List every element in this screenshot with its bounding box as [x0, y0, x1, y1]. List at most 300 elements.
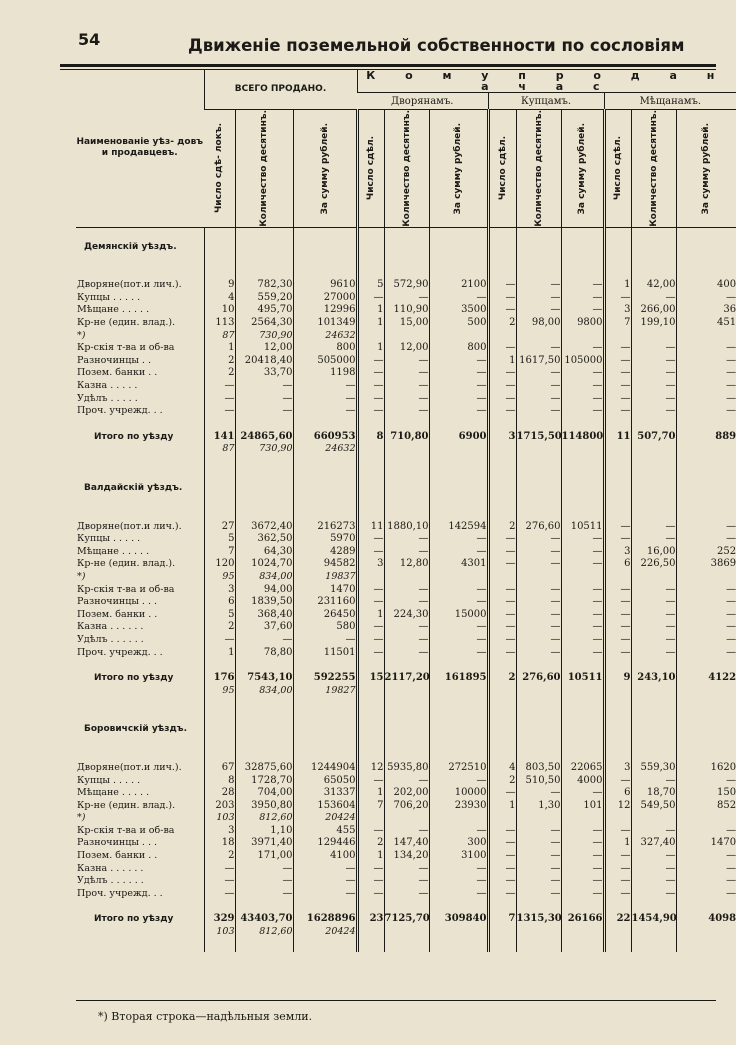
cell: —: [384, 875, 429, 888]
cell: [429, 812, 488, 825]
cell: 1: [604, 279, 631, 292]
cell: —: [204, 405, 235, 418]
cell: —: [516, 342, 561, 355]
cell: —: [429, 355, 488, 368]
cell: [235, 482, 293, 495]
cell: —: [204, 380, 235, 393]
data-row: [76, 393, 736, 406]
cell: —: [429, 825, 488, 838]
cell: —: [488, 405, 516, 418]
cell: [488, 571, 516, 584]
cell: [235, 710, 293, 723]
cell: 400: [676, 279, 736, 292]
cell: [631, 443, 676, 456]
allotment-row: [76, 330, 736, 343]
cell: [561, 418, 604, 431]
cell: 78,80: [235, 647, 293, 660]
cell: —: [676, 405, 736, 418]
data-row: [76, 762, 736, 775]
cell: 1: [204, 342, 235, 355]
cell: —: [384, 367, 429, 380]
cell: [604, 227, 631, 241]
cell: 9800: [561, 317, 604, 330]
cell: [676, 266, 736, 279]
cell: —: [631, 647, 676, 660]
cell: —: [384, 621, 429, 634]
cell: 3: [488, 431, 516, 444]
row-label: Проч. учрежд. . .: [77, 887, 163, 899]
subheader-label: За сумму рублей.: [577, 122, 588, 215]
cell: —: [357, 596, 384, 609]
cell: [488, 227, 516, 241]
cell: —: [676, 875, 736, 888]
cell: [561, 685, 604, 698]
row-label: Удѣлъ . . . . . .: [77, 633, 144, 645]
cell: 1715,50: [516, 430, 562, 442]
cell: 3: [357, 558, 384, 571]
cell: [676, 659, 736, 672]
cell: [204, 659, 235, 672]
cell: —: [357, 825, 384, 838]
subheader-sum-2: [561, 110, 604, 228]
cell: 1: [357, 609, 384, 622]
cell: 1: [357, 304, 384, 317]
cell: —: [561, 888, 604, 901]
cell: 1: [604, 837, 631, 850]
cell: —: [488, 837, 516, 850]
cell: —: [488, 787, 516, 800]
cell: [357, 266, 384, 279]
cell: —: [516, 863, 561, 876]
cell: 65050: [293, 775, 357, 788]
cell: [676, 685, 736, 698]
cell: 4098: [676, 913, 736, 926]
cell: [516, 482, 561, 495]
cell: [676, 939, 736, 952]
cell: [561, 900, 604, 913]
cell: [561, 723, 604, 736]
cell: [204, 418, 235, 431]
cell: —: [429, 292, 488, 305]
cell: [561, 241, 604, 254]
cell: [561, 227, 604, 241]
cell: 2: [204, 355, 235, 368]
cell: —: [516, 292, 561, 305]
cell: [676, 456, 736, 469]
cell: [384, 456, 429, 469]
cell: 142594: [429, 521, 488, 534]
subheader-count-0: [204, 110, 235, 228]
subheader-label: Количество десятинъ.: [259, 110, 269, 227]
cell: 1620: [676, 762, 736, 775]
cell: [235, 939, 293, 952]
cell: [293, 456, 357, 469]
cell: [488, 443, 516, 456]
cell: —: [516, 825, 561, 838]
cell: [676, 710, 736, 723]
cell: —: [631, 634, 676, 647]
cell: [604, 736, 631, 749]
cell: —: [357, 405, 384, 418]
cell: [235, 495, 293, 508]
cell: —: [357, 367, 384, 380]
cell: 276,60: [516, 672, 561, 685]
cell: [384, 330, 429, 343]
cell: 889: [676, 431, 736, 444]
row-label: [76, 456, 204, 469]
cell: [516, 443, 561, 456]
data-row: [76, 521, 736, 534]
cell: [384, 443, 429, 456]
cell: 549,50: [631, 800, 676, 813]
cell: [384, 685, 429, 698]
cell: 226,50: [631, 558, 676, 571]
cell: —: [488, 304, 516, 317]
cell: 7125,70: [384, 913, 430, 925]
cell: [676, 495, 736, 508]
cell: 203: [204, 800, 235, 813]
cell: [488, 508, 516, 521]
cell: 42,00: [631, 279, 676, 292]
data-row: [76, 647, 736, 660]
cell: 9: [604, 672, 631, 685]
cell: [429, 495, 488, 508]
cell: 1024,70: [235, 558, 293, 571]
cell: [516, 469, 561, 482]
spacer-row: [76, 495, 736, 508]
cell: —: [516, 647, 561, 660]
row-label: Кр-не (един. влад.).: [77, 799, 176, 811]
data-row: [76, 850, 736, 863]
cell: [384, 749, 429, 762]
cell: 272510: [429, 762, 488, 775]
row-label: *): [77, 329, 86, 341]
cell: 782,30: [235, 279, 293, 292]
cell: [293, 482, 357, 495]
cell: [488, 253, 516, 266]
cell: [357, 749, 384, 762]
cell: —: [429, 367, 488, 380]
data-row: [76, 304, 736, 317]
cell: 23: [357, 913, 384, 926]
cell: 23930: [429, 800, 488, 813]
cell: 231160: [293, 596, 357, 609]
cell: [235, 749, 293, 762]
cell: —: [676, 634, 736, 647]
cell: [204, 253, 235, 266]
cell: 3100: [429, 850, 488, 863]
cell: 87: [204, 443, 235, 456]
row-label: Удѣлъ . . . . . .: [77, 875, 144, 887]
cell: 161895: [429, 672, 488, 685]
cell: 5: [204, 533, 235, 546]
cell: [357, 508, 384, 521]
cell: [631, 495, 676, 508]
cell: 64,30: [235, 546, 293, 559]
cell: —: [516, 609, 561, 622]
data-row: [76, 292, 736, 305]
cell: 1839,50: [235, 596, 293, 609]
cell: —: [357, 775, 384, 788]
cell: [429, 749, 488, 762]
cell: —: [429, 546, 488, 559]
cell: 26166: [561, 913, 604, 926]
cell: [604, 266, 631, 279]
cell: 19837: [293, 571, 357, 584]
cell: [516, 926, 561, 939]
cell: —: [516, 393, 561, 406]
cell: —: [676, 775, 736, 788]
cell: [676, 241, 736, 254]
cell: [293, 508, 357, 521]
row-label: Дворяне(пот.и лич.).: [77, 520, 182, 532]
cell: [357, 241, 384, 254]
cell: [676, 571, 736, 584]
cell: [357, 227, 384, 241]
cell: —: [429, 888, 488, 901]
cell: —: [604, 521, 631, 534]
cell: [631, 723, 676, 736]
cell: —: [429, 533, 488, 546]
cell: [488, 900, 516, 913]
cell: —: [516, 367, 561, 380]
row-label: [76, 495, 204, 508]
cell: [384, 723, 429, 736]
cell: [429, 482, 488, 495]
cell: [235, 697, 293, 710]
cell: 10511: [561, 672, 604, 685]
cell: —: [384, 863, 429, 876]
cell: 87: [204, 330, 235, 343]
cell: —: [357, 292, 384, 305]
cell: 9: [204, 279, 235, 292]
cell: [384, 495, 429, 508]
cell: 252: [676, 546, 736, 559]
row-label: [76, 710, 204, 723]
cell: —: [384, 380, 429, 393]
cell: [488, 241, 516, 254]
cell: [604, 456, 631, 469]
cell: 5970: [293, 533, 357, 546]
cell: 710,80: [384, 431, 429, 444]
cell: 300: [429, 837, 488, 850]
cell: [429, 418, 488, 431]
cell: —: [676, 609, 736, 622]
cell: —: [631, 609, 676, 622]
cell: —: [631, 292, 676, 305]
row-label: [76, 900, 204, 913]
cell: [604, 482, 631, 495]
cell: —: [604, 647, 631, 660]
data-row: [76, 875, 736, 888]
data-row: [76, 787, 736, 800]
cell: 171,00: [235, 850, 293, 863]
cell: —: [561, 380, 604, 393]
cell: 4: [204, 292, 235, 305]
cell: —: [429, 380, 488, 393]
subheader-sum-3: [676, 110, 736, 228]
cell: 20424: [293, 812, 357, 825]
cell: 1880,10: [384, 521, 429, 534]
cell: 7543,10: [235, 672, 293, 685]
cell: 559,20: [235, 292, 293, 305]
cell: 730,90: [235, 330, 293, 343]
cell: —: [604, 863, 631, 876]
cell: [293, 939, 357, 952]
subheader-label: Число сдѣл.: [366, 136, 377, 201]
cell: [561, 253, 604, 266]
cell: —: [676, 850, 736, 863]
cell: [384, 710, 429, 723]
cell: [488, 749, 516, 762]
cell: —: [204, 875, 235, 888]
cell: [561, 710, 604, 723]
cell: —: [488, 634, 516, 647]
cell: 500: [429, 317, 488, 330]
cell: [429, 710, 488, 723]
cell: 5: [357, 279, 384, 292]
cell: [384, 736, 429, 749]
header-group-nobles: Дворянамъ.: [357, 93, 488, 110]
cell: 327,40: [631, 837, 676, 850]
cell: —: [631, 533, 676, 546]
cell: [429, 456, 488, 469]
table-body: [76, 227, 736, 951]
cell: 15,00: [384, 317, 429, 330]
spacer-row: [76, 900, 736, 913]
row-label: Мѣщане . . . . .: [77, 304, 150, 316]
cell: [604, 697, 631, 710]
row-label: Купцы . . . . .: [77, 774, 141, 786]
cell: —: [293, 875, 357, 888]
cell: 8: [357, 431, 384, 444]
cell: [631, 266, 676, 279]
cell: 1198: [293, 367, 357, 380]
cell: 202,00: [384, 787, 429, 800]
cell: [516, 939, 561, 952]
cell: —: [357, 875, 384, 888]
cell: —: [357, 533, 384, 546]
cell: —: [604, 584, 631, 597]
cell: 495,70: [235, 304, 293, 317]
cell: [204, 900, 235, 913]
cell: [604, 685, 631, 698]
row-label: Разночинцы . . .: [77, 596, 158, 608]
cell: 110,90: [384, 304, 429, 317]
cell: 20418,40: [235, 355, 293, 368]
cell: 1315,30: [516, 913, 562, 925]
cell: —: [561, 533, 604, 546]
cell: 6: [204, 596, 235, 609]
cell: 12: [357, 762, 384, 775]
cell: 26450: [293, 609, 357, 622]
subheader-count-2: [488, 110, 516, 228]
cell: 1: [357, 850, 384, 863]
cell: 28: [204, 787, 235, 800]
data-row: [76, 775, 736, 788]
cell: [676, 900, 736, 913]
cell: [488, 469, 516, 482]
cell: [516, 495, 561, 508]
bottom-rule: [76, 1000, 716, 1001]
cell: —: [357, 546, 384, 559]
row-label: Позем. банки . .: [77, 850, 158, 862]
cell: [357, 659, 384, 672]
cell: [429, 736, 488, 749]
cell: 4289: [293, 546, 357, 559]
cell: 18,70: [631, 787, 676, 800]
cell: [516, 900, 561, 913]
cell: —: [561, 621, 604, 634]
cell: —: [293, 634, 357, 647]
spacer-row: [76, 418, 736, 431]
cell: —: [235, 405, 293, 418]
cell: [516, 749, 561, 762]
subheader-label: Количество десятинъ.: [648, 110, 659, 227]
data-row: [76, 584, 736, 597]
cell: —: [516, 380, 561, 393]
cell: [631, 227, 676, 241]
cell: —: [631, 367, 676, 380]
cell: —: [488, 584, 516, 597]
cell: 150: [676, 787, 736, 800]
cell: [561, 571, 604, 584]
cell: —: [429, 875, 488, 888]
cell: —: [488, 850, 516, 863]
cell: 20424: [293, 926, 357, 939]
cell: [604, 330, 631, 343]
cell: [293, 900, 357, 913]
cell: [631, 939, 676, 952]
data-row: [76, 355, 736, 368]
cell: [676, 469, 736, 482]
header-total-sold: ВСЕГО ПРОДАНО.: [204, 70, 357, 110]
cell: [357, 926, 384, 939]
cell: [631, 482, 676, 495]
cell: —: [561, 584, 604, 597]
cell: 94582: [293, 558, 357, 571]
statistics-table-wrapper: [76, 69, 736, 1000]
cell: —: [293, 393, 357, 406]
cell: [488, 418, 516, 431]
cell: —: [384, 634, 429, 647]
cell: 2100: [429, 279, 488, 292]
cell: 9610: [293, 279, 357, 292]
total-row: [76, 913, 736, 926]
cell: —: [631, 393, 676, 406]
cell: —: [561, 342, 604, 355]
cell: [384, 227, 429, 241]
cell: 580: [293, 621, 357, 634]
cell: —: [604, 775, 631, 788]
cell: —: [357, 355, 384, 368]
subheader-sum-0: [293, 110, 357, 228]
cell: —: [604, 292, 631, 305]
cell: —: [561, 609, 604, 622]
cell: —: [235, 634, 293, 647]
cell: 451: [676, 317, 736, 330]
cell: [235, 900, 293, 913]
cell: —: [488, 621, 516, 634]
row-label: Кр-скія т-ва и об-ва: [77, 824, 175, 836]
cell: 32875,60: [235, 762, 293, 775]
cell: —: [676, 621, 736, 634]
cell: 199,10: [631, 317, 676, 330]
cell: 4100: [293, 850, 357, 863]
cell: —: [357, 393, 384, 406]
cell: [561, 736, 604, 749]
cell: 36: [676, 304, 736, 317]
